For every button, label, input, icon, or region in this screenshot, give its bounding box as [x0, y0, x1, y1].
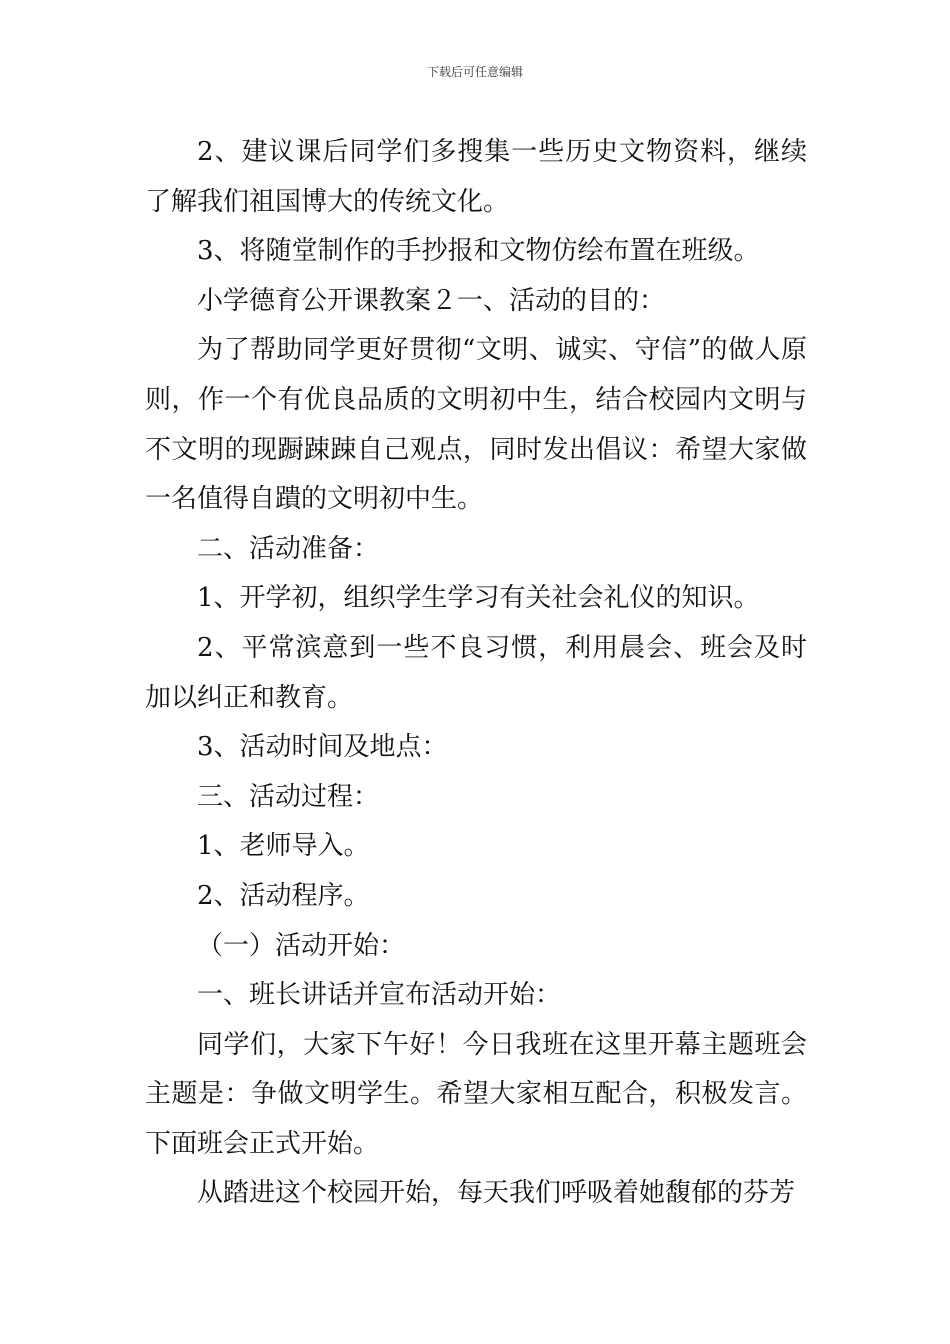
- paragraph: 从踏进这个校园开始，每天我们呼吸着她馥郁的芬芳: [197, 1178, 796, 1209]
- paragraph: （一）活动开始：: [197, 930, 406, 961]
- paragraph: 1、老师导入。: [197, 831, 370, 862]
- paragraph: 2、平常滨意到一些不良习惯，利用晨会、班会及时加以纠正和教育。: [145, 632, 807, 713]
- paragraph: 1、开学初，组织学生学习有关社会礼仪的知识。: [197, 583, 760, 614]
- paragraph: 2、活动程序。: [197, 880, 370, 911]
- paragraph: 三、活动过程：: [197, 781, 380, 812]
- paragraph: 3、活动时间及地点：: [197, 732, 448, 763]
- paragraph: 为了帮助同学更好贯彻“文明、诚实、守信”的做人原则，作一个有优良品质的文明初中生，结合校园内文明与不文明的现蹰踈踈自己观点，同时发出倡议：希望大家做一名值得自蹪的文明初中生。: [145, 335, 807, 515]
- paragraph: 2、建议课后同学们多搜集一些历史文物资料，继续了解我们祖国博大的传统文化。: [145, 137, 807, 217]
- page-header: 下载后可任意编辑: [426, 65, 523, 79]
- paragraph: 一、班长讲话并宣布活动开始：: [197, 980, 562, 1011]
- document-body: [145, 128, 807, 1219]
- paragraph: 小学德育公开课教案２一、活动的目的：: [197, 285, 666, 316]
- paragraph: 同学们，大家下午好！今日我班在这里开幕主题班会主题是：争做文明学生。希望大家相互配合，积极发言。下面班会正式开始。: [145, 1029, 807, 1159]
- paragraph: 二、活动准备：: [197, 533, 380, 564]
- paragraph: 3、将随堂制作的手抄报和文物仿绘布置在班级。: [197, 236, 760, 267]
